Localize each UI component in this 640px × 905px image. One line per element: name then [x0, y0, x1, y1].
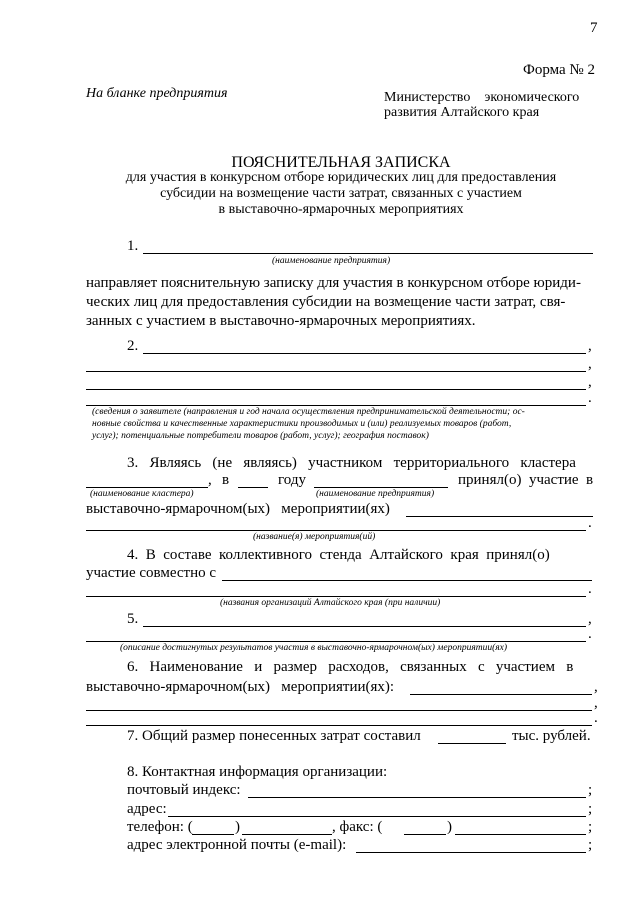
- s8-phone-code-field[interactable]: [192, 834, 234, 835]
- s8-phone-label: телефон: (: [127, 819, 193, 835]
- s2-number: 2.: [127, 338, 139, 354]
- letterhead-note: На бланке предприятия: [86, 86, 228, 101]
- s1-number: 1.: [127, 238, 139, 254]
- s3-period: .: [588, 515, 592, 531]
- s2-comma-2: ,: [588, 356, 592, 372]
- s8-fax-label: , факс: (: [332, 819, 383, 835]
- s2-field-line-4[interactable]: [86, 405, 586, 406]
- s7-amount-field[interactable]: [438, 743, 506, 744]
- recipient-line-1: Министерство экономического: [384, 90, 580, 105]
- s3-event-field-2[interactable]: [86, 530, 586, 531]
- s6-period: .: [594, 710, 598, 726]
- s3-accepted-label: принял(о) участие в: [458, 472, 594, 488]
- s2-comma-4: .: [588, 390, 592, 406]
- s3-company-field[interactable]: [314, 487, 448, 488]
- s2-field-line-1[interactable]: [143, 353, 586, 354]
- s3-year-label: году: [278, 472, 306, 488]
- s2-comma-1: ,: [588, 338, 592, 354]
- s4-line-2: участие совместно с: [86, 565, 217, 581]
- s1-text-line-2: ческих лиц для предоставления субсидии на возмещение части затрат, свя-: [86, 294, 566, 310]
- s5-number: 5.: [127, 611, 139, 627]
- s6-field-3[interactable]: [86, 725, 592, 726]
- s8-email-end: ;: [588, 837, 593, 853]
- s8-email-field[interactable]: [356, 852, 586, 853]
- s5-field-2[interactable]: [86, 641, 586, 642]
- page-number: 7: [590, 20, 598, 36]
- s6-line-1: 6. Наименование и размер расходов, связанных с участием в: [127, 659, 574, 675]
- s5-comma: ,: [588, 611, 592, 627]
- subtitle-line-2: субсидии на возмещение части затрат, связанных с участием: [160, 186, 522, 201]
- s8-phone-end: ;: [588, 819, 593, 835]
- s3-line-1: 3. Являясь (не являясь) участником территориального кластера: [127, 455, 576, 471]
- s5-period: .: [588, 626, 592, 642]
- s4-caption: (названия организаций Алтайского края (при наличии): [220, 598, 441, 608]
- s6-field-1[interactable]: [410, 694, 592, 695]
- s8-email-label: адрес электронной почты (e-mail):: [127, 837, 347, 853]
- s8-postal-end: ;: [588, 782, 593, 798]
- s6-field-2[interactable]: [86, 710, 592, 711]
- s5-caption: (описание достигнутых результатов участия в выставочно-ярмарочном(ых) мероприятии(ях): [120, 643, 508, 653]
- s8-fax-paren: ): [447, 819, 452, 835]
- s7-unit: тыс. рублей.: [512, 728, 591, 744]
- s3-year-field[interactable]: [238, 487, 268, 488]
- s3-line-3: выставочно-ярмарочном(ых) мероприятии(ях): [86, 501, 390, 517]
- s2-field-line-2[interactable]: [86, 371, 586, 372]
- s2-caption-line-3: услуг); потенциальные потребители товаров (работ, услуг); география поставок): [92, 431, 429, 441]
- s8-phone-field[interactable]: [242, 834, 332, 835]
- form-label: Форма № 2: [523, 62, 595, 78]
- s2-field-line-3[interactable]: [86, 389, 586, 390]
- subtitle-line-1: для участия в конкурсном отборе юридических лиц для предоставления: [125, 170, 557, 185]
- s8-fax-field[interactable]: [455, 834, 586, 835]
- recipient-line-2: развития Алтайского края: [384, 105, 540, 120]
- s1-caption: (наименование предприятия): [272, 256, 391, 266]
- s1-text-line-3: занных с участием в выставочно-ярмарочных мероприятиях.: [86, 313, 476, 329]
- s4-line-1: 4. В составе коллективного стенда Алтайского края принял(о): [127, 547, 550, 563]
- s4-field-1[interactable]: [222, 580, 592, 581]
- s4-field-2[interactable]: [86, 596, 586, 597]
- s7-text: 7. Общий размер понесенных затрат составил: [127, 728, 421, 744]
- s8-address-end: ;: [588, 801, 593, 817]
- s2-caption-line-2: новные свойства и качественные характеристики производимых и (или) реализуемых товаров (работ,: [92, 419, 512, 429]
- s6-comma-2: ,: [594, 695, 598, 711]
- s3-company-caption: (наименование предприятия): [316, 489, 435, 499]
- s6-line-2: выставочно-ярмарочном(ых) мероприятии(ях):: [86, 679, 395, 695]
- s8-address-label: адрес:: [127, 801, 167, 817]
- s2-caption-line-1: (сведения о заявителе (направления и год начала осуществления предпринимательской деятельности; ос-: [92, 407, 525, 417]
- s3-cluster-field[interactable]: [86, 487, 208, 488]
- s3-event-field-1[interactable]: [406, 516, 593, 517]
- s8-postal-field[interactable]: [248, 797, 586, 798]
- s8-title: 8. Контактная информация организации:: [127, 764, 388, 780]
- s8-fax-code-field[interactable]: [404, 834, 446, 835]
- document-title: ПОЯСНИТЕЛЬНАЯ ЗАПИСКА: [231, 154, 451, 171]
- s5-field-1[interactable]: [143, 626, 586, 627]
- s3-event-caption: (название(я) мероприятия(ий): [253, 532, 376, 542]
- s8-postal-label: почтовый индекс:: [127, 782, 241, 798]
- subtitle-line-3: в выставочно-ярмарочных мероприятиях: [218, 202, 464, 217]
- s6-comma-1: ,: [594, 679, 598, 695]
- s1-text-line-1: направляет пояснительную записку для участия в конкурсном отборе юриди-: [86, 275, 581, 291]
- s3-comma: ,: [208, 472, 212, 488]
- s4-period: .: [588, 581, 592, 597]
- s2-comma-3: ,: [588, 374, 592, 390]
- s8-address-field[interactable]: [168, 816, 586, 817]
- s3-cluster-caption: (наименование кластера): [90, 489, 194, 499]
- s3-in-label: в: [222, 472, 230, 488]
- s1-company-field[interactable]: [143, 253, 593, 254]
- s8-phone-paren: ): [235, 819, 240, 835]
